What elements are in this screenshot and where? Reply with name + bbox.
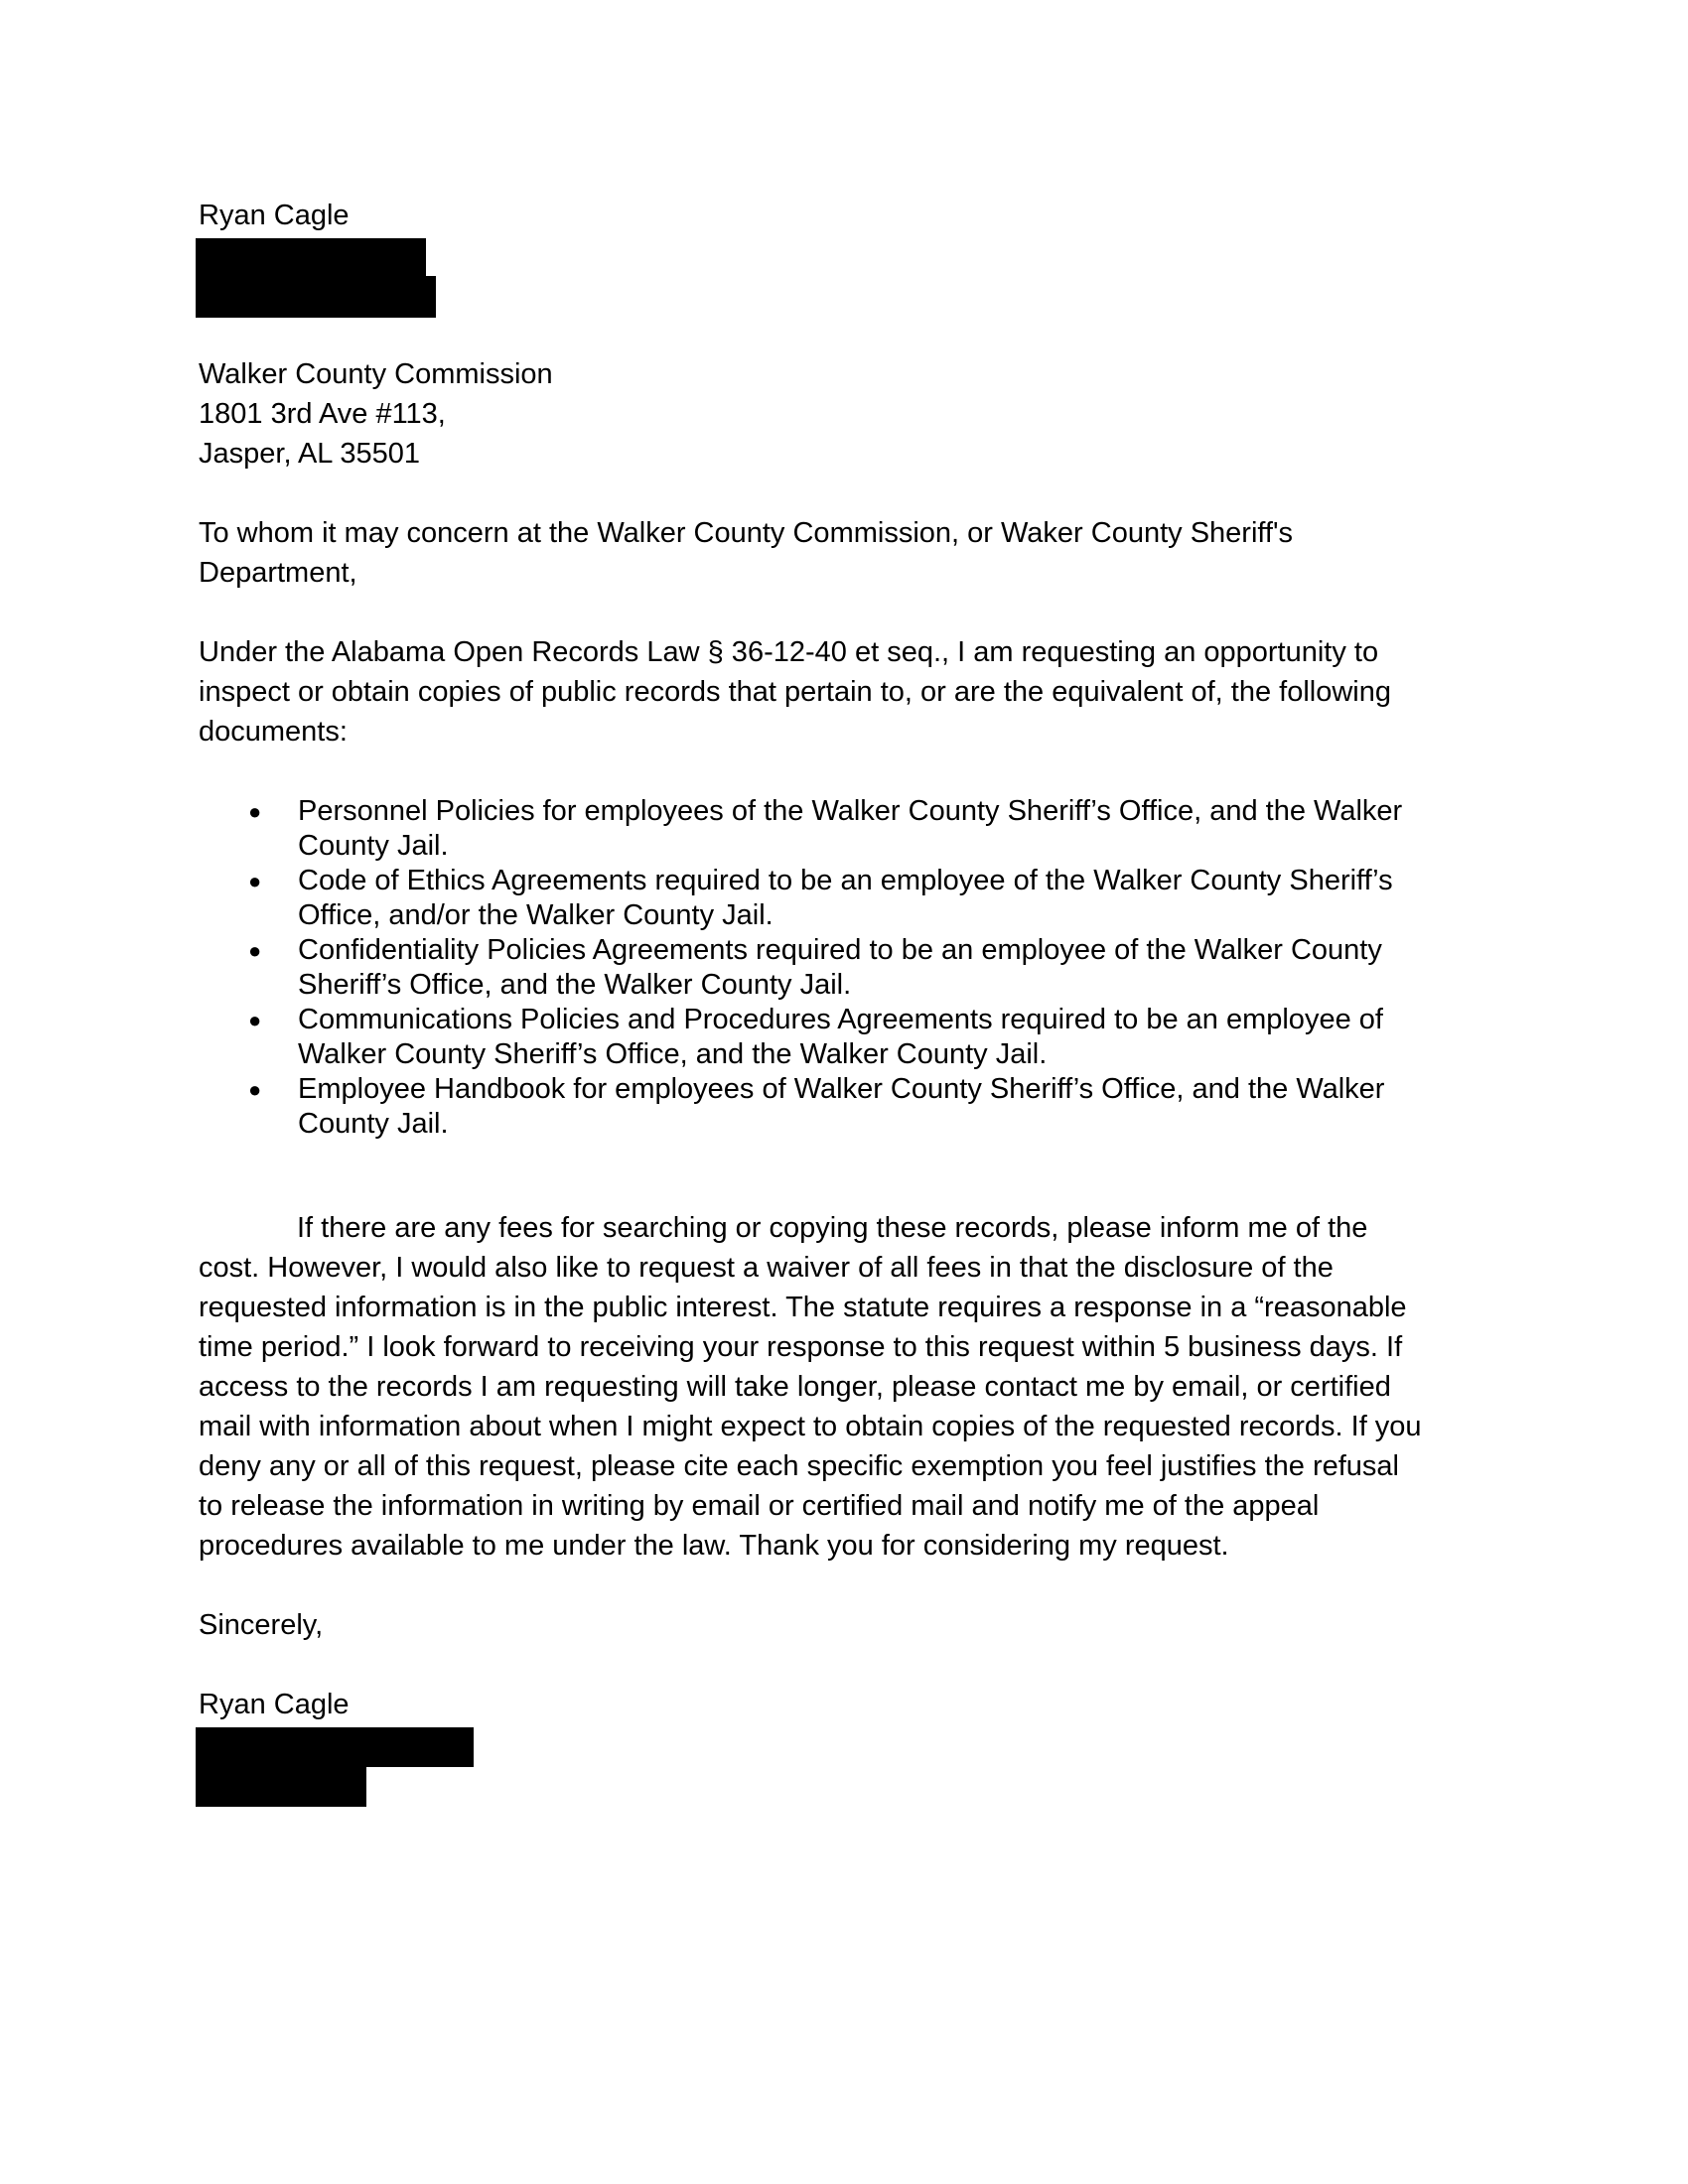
redacted-sender-address-line2 (196, 276, 436, 318)
bullet-icon: ● (248, 1077, 262, 1102)
bullet-icon: ● (248, 869, 262, 893)
list-item-line: Code of Ethics Agreements required to be an employee of the Walker County Sheriff’s (298, 865, 1393, 896)
redacted-signature-line1 (196, 1727, 474, 1767)
list-item-line: Office, and/or the Walker County Jail. (298, 899, 774, 931)
fees-line: cost. However, I would also like to request a waiver of all fees in that the disclosure of the (199, 1252, 1334, 1284)
fees-line: to release the information in writing by email or certified mail and notify me of the appeal (199, 1490, 1320, 1522)
recipient-address-line2: Jasper, AL 35501 (199, 438, 421, 470)
recipient-address-line1: 1801 3rd Ave #113, (199, 398, 446, 430)
salutation-line: To whom it may concern at the Walker County Commission, or Waker County Sheriff's (199, 517, 1294, 549)
list-item-line: County Jail. (298, 1108, 449, 1140)
list-item (199, 1072, 1489, 1142)
fees-line: mail with information about when I might expect to obtain copies of the requested records. If you (199, 1411, 1422, 1442)
bullet-icon: ● (248, 1008, 262, 1032)
list-item-line: County Jail. (298, 830, 449, 862)
bullet-icon: ● (248, 799, 262, 824)
list-item-line: Employee Handbook for employees of Walker County Sheriff’s Office, and the Walker (298, 1073, 1385, 1105)
recipient-name: Walker County Commission (199, 358, 553, 390)
fees-paragraph (199, 1208, 1509, 1566)
list-item-line: Communications Policies and Procedures Agreements required to be an employee of (298, 1004, 1383, 1035)
bullet-icon: ● (248, 938, 262, 963)
intro-line: inspect or obtain copies of public records that pertain to, or are the equivalent of, the following (199, 676, 1391, 708)
sender-name: Ryan Cagle (199, 200, 350, 231)
intro-paragraph (199, 632, 1509, 751)
redacted-signature-line2 (196, 1765, 366, 1807)
signature-name: Ryan Cagle (199, 1689, 350, 1720)
valediction: Sincerely, (199, 1609, 324, 1641)
fees-line: If there are any fees for searching or copying these records, please inform me of the (297, 1212, 1368, 1244)
fees-line: time period.” I look forward to receiving your response to this request within 5 business days. If (199, 1331, 1403, 1363)
fees-line: requested information is in the public interest. The statute requires a response in a “reasonable (199, 1292, 1407, 1323)
list-item (199, 1003, 1489, 1072)
requested-documents-list (199, 794, 1489, 1142)
fees-line: procedures available to me under the law. Thank you for considering my request. (199, 1530, 1229, 1562)
salutation-line: Department, (199, 557, 357, 589)
list-item-line: Sheriff’s Office, and the Walker County Jail. (298, 969, 852, 1001)
list-item (199, 864, 1489, 933)
list-item-line: Personnel Policies for employees of the Walker County Sheriff’s Office, and the Walker (298, 795, 1403, 827)
redacted-sender-address-line1 (196, 238, 426, 278)
list-item (199, 933, 1489, 1003)
list-item-line: Walker County Sheriff’s Office, and the Walker County Jail. (298, 1038, 1048, 1070)
list-item (199, 794, 1489, 864)
fees-line: deny any or all of this request, please cite each specific exemption you feel justifies the refusal (199, 1450, 1399, 1482)
list-item-line: Confidentiality Policies Agreements required to be an employee of the Walker County (298, 934, 1382, 966)
salutation (199, 513, 1509, 593)
fees-line: access to the records I am requesting will take longer, please contact me by email, or certified (199, 1371, 1391, 1403)
intro-line: documents: (199, 716, 348, 748)
intro-line: Under the Alabama Open Records Law § 36-12-40 et seq., I am requesting an opportunity to (199, 636, 1379, 668)
